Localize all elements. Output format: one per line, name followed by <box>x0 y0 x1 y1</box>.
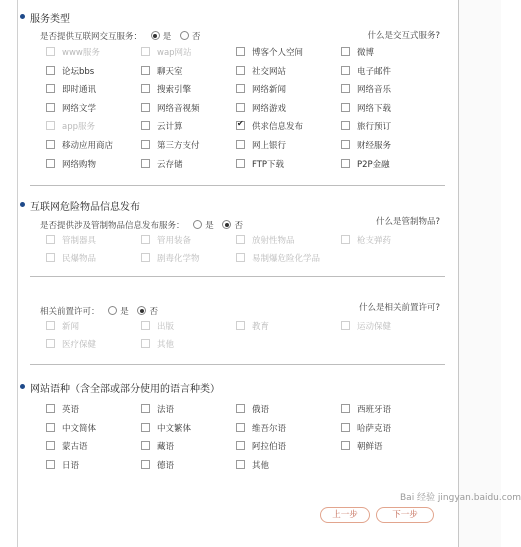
service-option[interactable] <box>141 83 236 95</box>
language-checkbox[interactable] <box>46 441 55 450</box>
danger-no-radio[interactable] <box>222 220 231 229</box>
service-option <box>141 46 236 58</box>
service-checkbox <box>141 47 150 56</box>
permit-no-radio[interactable] <box>137 306 146 315</box>
service-checkbox <box>46 121 55 130</box>
service-checkbox[interactable] <box>236 84 245 93</box>
language-option[interactable] <box>236 440 331 452</box>
danger-option-label: 枪支弹药 <box>357 236 392 246</box>
service-checkbox <box>46 47 55 56</box>
danger-option <box>46 234 141 246</box>
language-option[interactable] <box>141 422 236 434</box>
service-checkbox[interactable] <box>341 84 350 93</box>
service-option-label: 社交网站 <box>252 66 287 77</box>
language-checkbox[interactable] <box>141 423 150 432</box>
language-option-label: 哈萨克语 <box>357 423 392 434</box>
service-checkbox[interactable] <box>341 66 350 75</box>
service-checkbox[interactable] <box>46 84 55 93</box>
danger-help-link[interactable]: 什么是管制物品? <box>375 217 440 227</box>
service-option[interactable] <box>46 158 141 170</box>
section-title-service: 服务类型 <box>30 10 70 25</box>
service-option[interactable] <box>236 120 331 132</box>
language-option-label: 俄语 <box>252 405 270 415</box>
service-option-label: 供求信息发布 <box>252 122 304 133</box>
language-checkbox[interactable] <box>236 441 245 450</box>
service-option-label: P2P金融 <box>357 159 390 170</box>
language-checkbox[interactable] <box>46 460 55 469</box>
language-option-label: 蒙古语 <box>62 442 88 453</box>
service-option[interactable] <box>341 158 436 170</box>
language-option[interactable] <box>46 440 141 452</box>
service-option-label: app服务 <box>62 122 95 133</box>
language-option-label: 西班牙语 <box>357 405 392 415</box>
language-option[interactable] <box>141 459 236 471</box>
service-checkbox[interactable] <box>341 103 350 112</box>
service-option-label: 网络新闻 <box>252 85 287 96</box>
permit-option-label: 运动保健 <box>357 322 392 332</box>
service-yes-radio[interactable] <box>151 31 160 40</box>
service-no-label: 否 <box>191 32 201 42</box>
language-checkbox[interactable] <box>236 460 245 469</box>
permit-option-label: 医疗保健 <box>62 340 97 350</box>
language-option[interactable] <box>141 440 236 452</box>
service-checkbox[interactable] <box>236 121 245 130</box>
watermark: Bai 经验 jingyan.baidu.com <box>400 493 521 503</box>
service-option-label: www服务 <box>62 48 100 58</box>
permit-option-label: 新闻 <box>62 322 80 332</box>
service-question <box>40 30 200 42</box>
section-title-language: 网站语种（含全部或部分使用的语言种类） <box>30 380 220 395</box>
service-option[interactable] <box>141 65 236 77</box>
service-checkbox[interactable] <box>236 66 245 75</box>
service-option-label: 网络文学 <box>62 103 97 114</box>
service-option-label: 旅行预订 <box>357 122 392 133</box>
service-checkbox[interactable] <box>141 140 150 149</box>
service-option[interactable] <box>341 102 436 114</box>
left-rail <box>0 0 18 547</box>
service-checkbox[interactable] <box>341 121 350 130</box>
danger-checkbox <box>141 253 150 262</box>
permit-option <box>141 338 236 350</box>
service-option-label: 网络购物 <box>62 159 97 170</box>
language-checkbox[interactable] <box>341 404 350 413</box>
service-option-label: 移动应用商店 <box>62 141 114 151</box>
right-rail <box>458 0 501 547</box>
section-title-danger: 互联网危险物品信息发布 <box>30 198 140 213</box>
danger-option-label: 管用装备 <box>157 236 192 246</box>
service-checkbox[interactable] <box>236 159 245 168</box>
language-option-label: 中文简体 <box>62 423 97 434</box>
permit-option <box>46 320 141 332</box>
language-option[interactable] <box>46 422 141 434</box>
service-option-label: 搜索引擎 <box>157 85 192 96</box>
service-option <box>46 46 141 58</box>
language-option-label: 其他 <box>252 460 270 471</box>
language-option[interactable] <box>341 440 436 452</box>
service-option[interactable] <box>236 158 331 170</box>
danger-option-label: 易制爆危险化学品 <box>252 254 321 264</box>
language-checkbox[interactable] <box>236 423 245 432</box>
service-option-label: 网络音乐 <box>357 85 392 96</box>
danger-checkbox <box>236 253 245 262</box>
language-option-label: 维吾尔语 <box>252 423 287 434</box>
service-option-label: 网上银行 <box>252 141 287 151</box>
danger-option-label: 民爆物品 <box>62 254 97 264</box>
service-option[interactable] <box>141 158 236 170</box>
service-option-label: 微博 <box>357 48 375 58</box>
language-checkbox[interactable] <box>141 404 150 413</box>
permit-no-label: 否 <box>149 307 158 317</box>
language-option[interactable] <box>236 422 331 434</box>
service-yes-label: 是 <box>162 32 172 42</box>
language-option[interactable] <box>236 403 331 415</box>
danger-option-label: 管制器具 <box>62 236 97 246</box>
permit-option-label: 出版 <box>157 322 175 332</box>
service-question-label: 是否提供互联网交互服务： <box>40 32 143 42</box>
language-checkbox[interactable] <box>46 423 55 432</box>
service-option[interactable] <box>46 83 141 95</box>
service-option[interactable] <box>141 102 236 114</box>
service-checkbox[interactable] <box>141 159 150 168</box>
danger-option <box>341 234 436 246</box>
service-option-label: 第三方支付 <box>157 141 200 151</box>
language-checkbox[interactable] <box>46 404 55 413</box>
language-option-label: 法语 <box>157 405 175 415</box>
service-option[interactable] <box>236 65 331 77</box>
danger-question <box>40 219 243 231</box>
service-option[interactable] <box>341 46 436 58</box>
service-option <box>46 120 141 132</box>
service-checkbox[interactable] <box>46 140 55 149</box>
permit-option-label: 教育 <box>252 322 270 332</box>
service-option[interactable] <box>341 83 436 95</box>
service-option[interactable] <box>236 139 331 151</box>
divider-3 <box>30 364 445 365</box>
permit-option <box>141 320 236 332</box>
service-option-label: 网络音视频 <box>157 103 200 114</box>
permit-option <box>341 320 436 332</box>
service-option-label: 财经服务 <box>357 141 392 151</box>
permit-yes-radio[interactable] <box>108 306 117 315</box>
service-checkbox[interactable] <box>141 84 150 93</box>
language-checkbox[interactable] <box>341 423 350 432</box>
permit-checkbox <box>46 339 55 348</box>
danger-option-label: 放射性物品 <box>252 236 295 246</box>
language-option[interactable] <box>46 459 141 471</box>
language-checkbox[interactable] <box>141 460 150 469</box>
danger-yes-radio[interactable] <box>193 220 202 229</box>
service-option[interactable] <box>141 120 236 132</box>
service-no-radio[interactable] <box>180 31 189 40</box>
service-option[interactable] <box>46 102 141 114</box>
service-option-label: 电子邮件 <box>357 66 392 77</box>
language-option-label: 藏语 <box>157 442 175 453</box>
danger-checkbox <box>341 235 350 244</box>
service-checkbox[interactable] <box>236 47 245 56</box>
service-option-label: 即时通讯 <box>62 85 97 96</box>
danger-question-label: 是否提供涉及管制物品信息发布服务： <box>40 221 185 231</box>
language-option-label: 日语 <box>62 460 80 471</box>
language-checkbox[interactable] <box>236 404 245 413</box>
service-option[interactable] <box>236 83 331 95</box>
language-option-label: 中文繁体 <box>157 423 192 434</box>
service-option[interactable] <box>341 139 436 151</box>
permit-option <box>46 338 141 350</box>
danger-checkbox <box>46 253 55 262</box>
language-option-label: 阿拉伯语 <box>252 442 287 453</box>
language-option-label: 德语 <box>157 460 175 471</box>
service-option-label: 云存储 <box>157 159 183 170</box>
permit-option-label: 其他 <box>157 340 175 350</box>
danger-option-label: 剧毒化学物 <box>157 254 200 264</box>
form-content <box>18 0 458 547</box>
service-checkbox[interactable] <box>141 66 150 75</box>
danger-yes-label: 是 <box>205 221 214 231</box>
language-option[interactable] <box>46 403 141 415</box>
service-checkbox[interactable] <box>46 103 55 112</box>
service-option[interactable] <box>236 46 331 58</box>
service-option-label: 论坛bbs <box>62 66 95 77</box>
permit-question-label: 相关前置许可： <box>40 307 100 317</box>
language-option-label: 英语 <box>62 405 80 415</box>
permit-checkbox <box>141 339 150 348</box>
permit-checkbox <box>236 321 245 330</box>
permit-checkbox <box>341 321 350 330</box>
service-option-label: 网络下载 <box>357 103 392 114</box>
prev-button[interactable]: 上一步 <box>320 507 370 523</box>
danger-no-label: 否 <box>234 221 243 231</box>
divider-1 <box>30 185 445 186</box>
danger-option <box>236 252 331 264</box>
service-option[interactable] <box>236 102 331 114</box>
service-option[interactable] <box>46 139 141 151</box>
danger-option <box>141 252 236 264</box>
permit-option <box>236 320 331 332</box>
danger-checkbox <box>46 235 55 244</box>
service-option[interactable] <box>141 139 236 151</box>
language-option[interactable] <box>341 422 436 434</box>
service-checkbox[interactable] <box>141 103 150 112</box>
service-checkbox[interactable] <box>141 121 150 130</box>
language-option-label: 朝鲜语 <box>357 442 383 453</box>
language-checkbox[interactable] <box>341 441 350 450</box>
danger-option <box>236 234 331 246</box>
service-option-label: 博客个人空间 <box>252 48 304 58</box>
permit-help-link[interactable]: 什么是相关前置许可? <box>358 303 440 313</box>
service-option-label: wap网站 <box>157 48 192 58</box>
service-checkbox[interactable] <box>236 103 245 112</box>
service-help-link[interactable]: 什么是交互式服务? <box>367 31 440 41</box>
service-option[interactable] <box>46 65 141 77</box>
danger-option <box>46 252 141 264</box>
danger-option <box>141 234 236 246</box>
service-checkbox[interactable] <box>341 159 350 168</box>
service-checkbox[interactable] <box>46 66 55 75</box>
language-checkbox[interactable] <box>141 441 150 450</box>
service-option-label: 聊天室 <box>157 66 183 77</box>
permit-checkbox <box>46 321 55 330</box>
service-option-label: 云计算 <box>157 122 183 133</box>
danger-checkbox <box>236 235 245 244</box>
permit-checkbox <box>141 321 150 330</box>
service-checkbox[interactable] <box>46 159 55 168</box>
service-option[interactable] <box>341 120 436 132</box>
service-checkbox[interactable] <box>341 140 350 149</box>
permit-yes-label: 是 <box>120 307 129 317</box>
language-option[interactable] <box>341 403 436 415</box>
service-option-label: 网络游戏 <box>252 103 287 114</box>
next-button[interactable]: 下一步 <box>376 507 434 523</box>
language-option[interactable] <box>141 403 236 415</box>
danger-checkbox <box>141 235 150 244</box>
service-checkbox[interactable] <box>341 47 350 56</box>
language-option[interactable] <box>236 459 331 471</box>
service-option-label: FTP下载 <box>252 159 285 170</box>
divider-2 <box>30 276 445 277</box>
service-checkbox[interactable] <box>236 140 245 149</box>
permit-question <box>40 305 158 317</box>
service-option[interactable] <box>341 65 436 77</box>
